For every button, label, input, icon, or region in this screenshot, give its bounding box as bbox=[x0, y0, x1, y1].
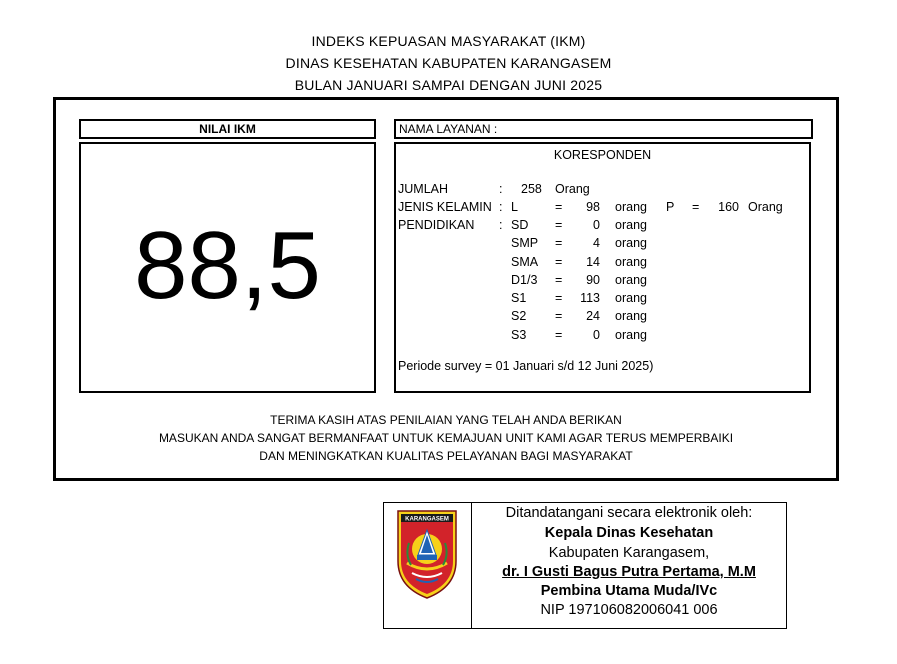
edu-level: SMP bbox=[511, 236, 539, 250]
thanks-line-3: DAN MENINGKATKAN KUALITAS PELAYANAN BAGI MASYARAKAT bbox=[259, 449, 633, 463]
edu-count: 4 bbox=[593, 236, 600, 250]
nilai-ikm-label: NILAI IKM bbox=[79, 119, 376, 139]
edu-unit: orang bbox=[615, 309, 647, 323]
female-count: 160 bbox=[718, 200, 739, 214]
signer-nip: NIP 197106082006041 006 bbox=[540, 602, 718, 618]
gender-label: JENIS KELAMIN bbox=[398, 200, 492, 214]
edu-equals: = bbox=[555, 273, 563, 287]
edu-count: 0 bbox=[593, 218, 600, 232]
edu-unit: orang bbox=[615, 218, 647, 232]
edu-level: SMA bbox=[511, 255, 539, 269]
pendidikan-label: PENDIDIKAN bbox=[398, 218, 475, 232]
edu-equals: = bbox=[555, 255, 563, 269]
respondent-title: KORESPONDEN bbox=[553, 148, 652, 162]
edu-equals: = bbox=[555, 309, 563, 323]
female-code: P bbox=[666, 200, 675, 214]
respondent-box bbox=[394, 142, 811, 393]
edu-unit: orang bbox=[615, 273, 647, 287]
edu-equals: = bbox=[555, 328, 563, 342]
e-signature-block bbox=[383, 502, 787, 629]
thanks-line-2: MASUKAN ANDA SANGAT BERMANFAAT UNTUK KEMAJUAN UNIT KAMI AGAR TERUS MEMPERBAIKI bbox=[158, 431, 734, 445]
survey-period: Periode survey = 01 Januari s/d 12 Juni 2025) bbox=[398, 359, 654, 373]
edu-equals: = bbox=[555, 236, 563, 250]
male-unit: orang bbox=[615, 200, 647, 214]
report-agency: DINAS KESEHATAN KABUPATEN KARANGASEM bbox=[285, 55, 612, 71]
signer-region: Kabupaten Karangasem, bbox=[548, 545, 710, 561]
female-equals: = bbox=[692, 200, 700, 214]
edu-count: 0 bbox=[593, 328, 600, 342]
male-count: 98 bbox=[586, 200, 600, 214]
report-period: BULAN JANUARI SAMPAI DENGAN JUNI 2025 bbox=[294, 77, 603, 93]
jumlah-colon: : bbox=[499, 182, 503, 196]
edu-equals: = bbox=[555, 218, 563, 232]
pendidikan-colon: : bbox=[499, 218, 503, 232]
edu-count: 14 bbox=[586, 255, 600, 269]
edu-level: S1 bbox=[511, 291, 527, 305]
edu-equals: = bbox=[555, 291, 563, 305]
jumlah-value: 258 bbox=[521, 182, 542, 196]
thanks-line-1: TERIMA KASIH ATAS PENILAIAN YANG TELAH ANDA BERIKAN bbox=[270, 413, 622, 427]
male-equals: = bbox=[555, 200, 563, 214]
ikm-score: 88,5 bbox=[134, 212, 321, 319]
gender-colon: : bbox=[499, 200, 503, 214]
nilai-ikm-box bbox=[79, 142, 376, 393]
edu-level: SD bbox=[511, 218, 529, 232]
karangasem-logo bbox=[384, 503, 472, 628]
edu-level: D1/3 bbox=[511, 273, 538, 287]
logo-text: KARANGASEM bbox=[405, 516, 449, 523]
signed-by-label: Ditandatangani secara elektronik oleh: bbox=[505, 505, 753, 521]
edu-count: 90 bbox=[586, 273, 600, 287]
ikm-frame bbox=[53, 97, 839, 481]
edu-count: 24 bbox=[586, 309, 600, 323]
karangasem-shield-icon bbox=[384, 503, 471, 628]
report-title: INDEKS KEPUASAN MASYARAKAT (IKM) bbox=[311, 33, 586, 49]
nama-layanan-label: NAMA LAYANAN : bbox=[394, 119, 813, 139]
edu-unit: orang bbox=[615, 291, 647, 305]
edu-unit: orang bbox=[615, 236, 647, 250]
signer-name: dr. I Gusti Bagus Putra Pertama, M.M bbox=[502, 564, 756, 580]
male-code: L bbox=[511, 200, 518, 214]
edu-level: S2 bbox=[511, 309, 527, 323]
signer-rank: Pembina Utama Muda/IVc bbox=[540, 583, 718, 599]
jumlah-unit: Orang bbox=[555, 182, 590, 196]
edu-unit: orang bbox=[615, 328, 647, 342]
jumlah-label: JUMLAH bbox=[398, 182, 449, 196]
edu-unit: orang bbox=[615, 255, 647, 269]
female-unit: Orang bbox=[748, 200, 783, 214]
signer-position: Kepala Dinas Kesehatan bbox=[544, 525, 714, 541]
edu-count: 113 bbox=[580, 291, 600, 305]
edu-level: S3 bbox=[511, 328, 527, 342]
